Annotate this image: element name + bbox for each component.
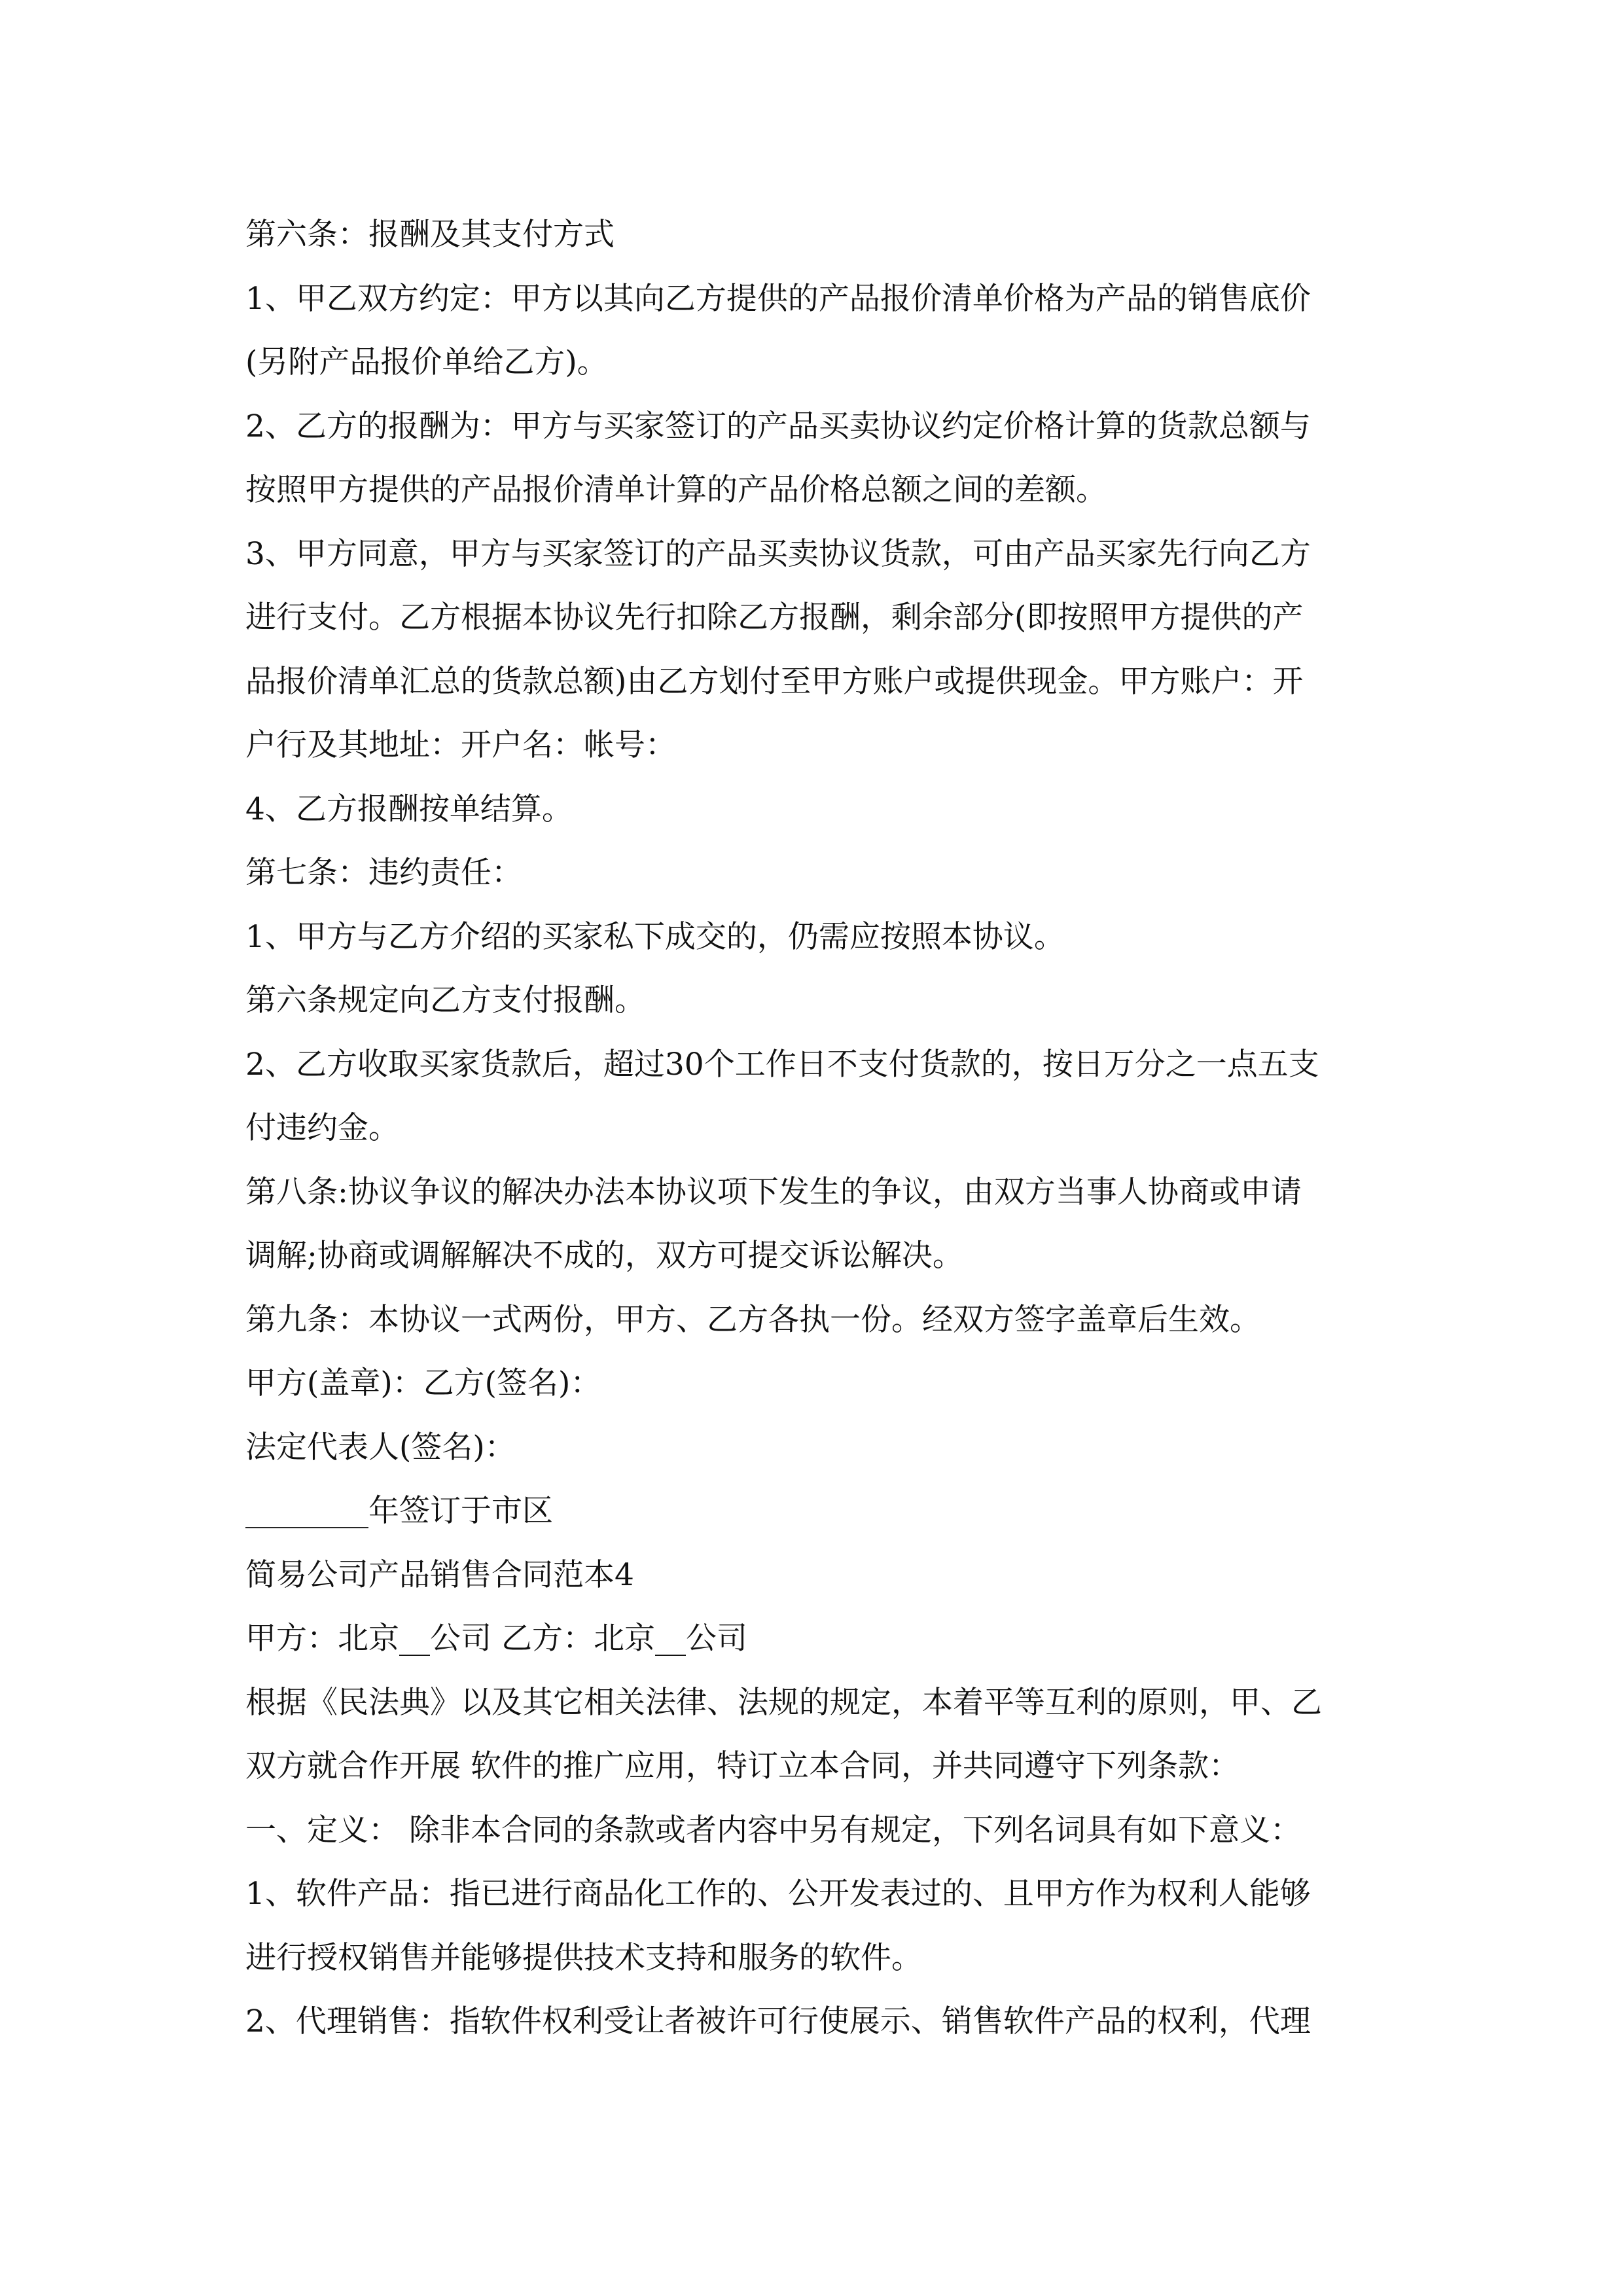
text-line: 2、代理销售：指软件权利受让者被许可行使展示、销售软件产品的权利，代理 bbox=[245, 2003, 1311, 2039]
text-line: 2、乙方的报酬为：甲方与买家签订的产品买卖协议约定价格计算的货款总额与 bbox=[245, 408, 1311, 444]
text-line: 根据《民法典》以及其它相关法律、法规的规定，本着平等互利的原则，甲、乙 bbox=[245, 1684, 1322, 1721]
text-line: 一、定义： 除非本合同的条款或者内容中另有规定，下列名词具有如下意义： bbox=[245, 1812, 1301, 1848]
text-line: 按照甲方提供的产品报价清单计算的产品价格总额之间的差额。 bbox=[245, 472, 1107, 508]
document-body bbox=[245, 203, 1384, 2054]
text-line: 甲方：北京__公司 乙方：北京__公司 bbox=[245, 1621, 747, 1657]
text-line: 1、甲乙双方约定：甲方以其向乙方提供的产品报价清单价格为产品的销售底价 bbox=[245, 280, 1311, 317]
text-line: 进行授权销售并能够提供技术支持和服务的软件。 bbox=[245, 1939, 922, 1976]
text-line: 第七条：违约责任： bbox=[245, 855, 522, 891]
text-line: 1、甲方与乙方介绍的买家私下成交的，仍需应按照本协议。 bbox=[245, 918, 1065, 955]
text-line: 第六条规定向乙方支付报酬。 bbox=[245, 982, 645, 1018]
text-line: 1、软件产品：指已进行商品化工作的、公开发表过的、且甲方作为权利人能够 bbox=[245, 1876, 1311, 1912]
text-line: 第六条：报酬及其支付方式 bbox=[245, 217, 615, 253]
text-line: 甲方(盖章)：乙方(签名)： bbox=[245, 1365, 601, 1401]
text-line: 户行及其地址：开户名：帐号： bbox=[245, 727, 676, 763]
text-line: 法定代表人(签名)： bbox=[245, 1429, 516, 1465]
text-line: 4、乙方报酬按单结算。 bbox=[245, 791, 573, 827]
text-line: 3、甲方同意，甲方与买家签订的产品买卖协议货款，可由产品买家先行向乙方 bbox=[245, 535, 1311, 572]
text-line: 品报价清单汇总的货款总额)由乙方划付至甲方账户或提供现金。甲方账户：开 bbox=[245, 663, 1304, 700]
text-line: 第八条:协议争议的解决办法本协议项下发生的争议，由双方当事人协商或申请 bbox=[245, 1174, 1302, 1210]
text-line: ________年签订于市区 bbox=[245, 1493, 553, 1529]
text-line: 调解;协商或调解解决不成的，双方可提交诉讼解决。 bbox=[245, 1238, 963, 1274]
section-title: 简易公司产品销售合同范本4 bbox=[245, 1556, 634, 1593]
text-line: 2、乙方收取买家货款后，超过30个工作日不支付货款的，按日万分之一点五支 bbox=[245, 1046, 1319, 1083]
text-line: (另附产品报价单给乙方)。 bbox=[245, 344, 608, 380]
text-line: 付违约金。 bbox=[245, 1110, 399, 1146]
text-line: 双方就合作开展 软件的推广应用，特订立本合同，并共同遵守下列条款： bbox=[245, 1748, 1240, 1784]
text-line: 第九条：本协议一式两份，甲方、乙方各执一份。经双方签字盖章后生效。 bbox=[245, 1301, 1260, 1338]
text-line: 进行支付。乙方根据本协议先行扣除乙方报酬，剩余部分(即按照甲方提供的产 bbox=[245, 600, 1304, 636]
